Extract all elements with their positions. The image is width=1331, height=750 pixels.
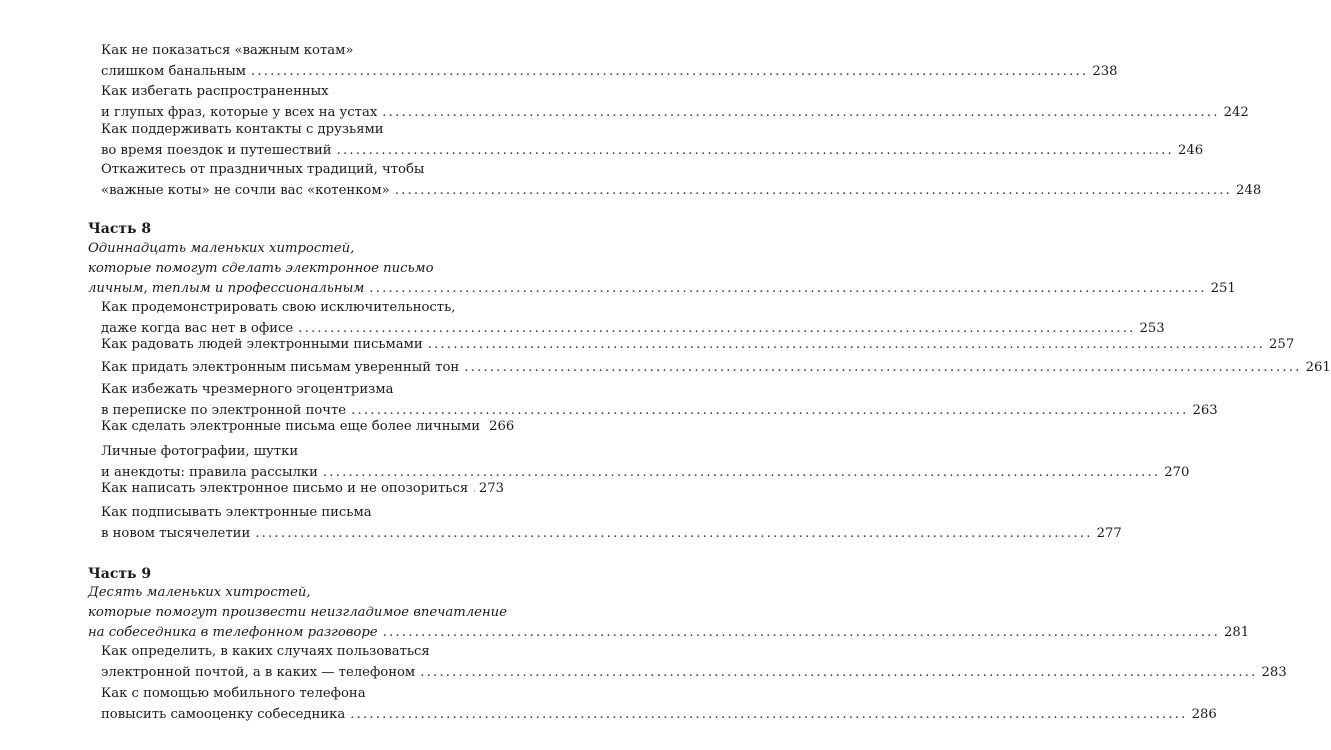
page-number: 248 xyxy=(1236,183,1262,198)
toc-entry xyxy=(101,683,1217,725)
leader-dots: ................................................................................................................................... xyxy=(369,281,1207,296)
part-subtitle-line: которые помогут сделать электронное письмо xyxy=(88,261,434,276)
leader-dots: ................................................................................................................................... xyxy=(382,625,1220,640)
page-number: 253 xyxy=(1139,321,1165,336)
leader-dots: ................................................................................................................................... xyxy=(427,337,1266,352)
leader-dots: ................................................................................................................................... xyxy=(382,105,1220,120)
part-subtitle-line: которые помогут произвести неизгладимое впечатление xyxy=(88,605,507,620)
leader-dots xyxy=(473,478,475,499)
toc-entry-text: и анекдоты: правила рассылки xyxy=(101,465,318,480)
leader-dots: ................................................................................................................................... xyxy=(351,403,1189,418)
page-number: 242 xyxy=(1223,105,1249,120)
part-subtitle xyxy=(88,583,1250,643)
toc-entry xyxy=(101,119,1204,161)
part-subtitle-line: Десять маленьких хитростей, xyxy=(88,585,311,600)
leader-dots: ................................................................................................................................... xyxy=(322,465,1161,480)
part-subtitle xyxy=(88,239,1236,299)
toc-entry-lastline xyxy=(101,478,504,499)
toc-entry xyxy=(101,334,1295,355)
toc-entry xyxy=(101,81,1249,123)
part-subtitle-text: на собеседника в телефонном разговоре xyxy=(88,625,378,640)
toc-entry-lastline xyxy=(101,180,1262,201)
leader-dots: ................................................................................................................................... xyxy=(336,143,1174,158)
toc-entry-lastline xyxy=(101,334,1295,355)
page-number: 261 xyxy=(1305,360,1331,375)
toc-entry-text: Как придать электронным письмам уверенный тон xyxy=(101,360,460,375)
toc-entry-text: даже когда вас нет в офисе xyxy=(101,321,294,336)
toc-entry xyxy=(101,357,1331,378)
part-subtitle-text: личным, теплым и профессиональным xyxy=(88,281,365,296)
part-heading: Часть 9 xyxy=(88,566,152,582)
page-number: 286 xyxy=(1191,707,1217,722)
leader-dots: ................................................................................................................................... xyxy=(350,707,1188,722)
page-number: 266 xyxy=(489,419,515,434)
toc-entry-text: в новом тысячелетии xyxy=(101,526,251,541)
page-number: 270 xyxy=(1164,465,1190,480)
toc-entry xyxy=(101,502,1122,544)
toc-entry-lastline xyxy=(101,61,1118,82)
leader-dots: ................................................................................................................................... xyxy=(420,665,1258,680)
toc-entry xyxy=(101,379,1218,421)
toc-entry-text: повысить самооценку собеседника xyxy=(101,707,346,722)
toc-entry-lastline xyxy=(101,704,1217,725)
toc-entry-text: Как написать электронное письмо и не опозориться xyxy=(101,481,469,496)
part-subtitle-lastline xyxy=(88,623,1250,643)
toc-entry-line: Как подписывать электронные письма xyxy=(101,505,372,520)
page-number: 283 xyxy=(1261,665,1287,680)
page-number: 238 xyxy=(1092,64,1118,79)
toc-entry-line: Как продемонстрировать свою исключительность, xyxy=(101,300,456,315)
page-number: 263 xyxy=(1192,403,1218,418)
toc-entry-line: Как поддерживать контакты с друзьями xyxy=(101,122,384,137)
toc-entry-line: Откажитесь от праздничных традиций, чтобы xyxy=(101,162,425,177)
part-subtitle-lastline xyxy=(88,279,1236,299)
toc-entry-text: электронной почтой, а в каких — телефоном xyxy=(101,665,416,680)
page-number: 277 xyxy=(1096,526,1122,541)
toc-entry-lastline xyxy=(101,357,1331,378)
toc-entry-text: и глупых фраз, которые у всех на устах xyxy=(101,105,378,120)
toc-entry-line: Как избежать чрезмерного эгоцентризма xyxy=(101,382,394,397)
part-subtitle-line: Одиннадцать маленьких хитростей, xyxy=(88,241,355,256)
page-number: 246 xyxy=(1177,143,1204,158)
toc-entry-lastline xyxy=(101,140,1204,161)
page-number: 257 xyxy=(1269,337,1295,352)
toc-entry-text: во время поездок и путешествий xyxy=(101,143,332,158)
toc-entry-line: Как определить, в каких случаях пользоваться xyxy=(101,644,430,659)
toc-entry-text: Как сделать электронные письма еще более личными xyxy=(101,419,481,434)
toc-entry xyxy=(101,416,515,437)
page-number: 273 xyxy=(478,481,504,496)
leader-dots: ................................................................................................................................... xyxy=(251,64,1089,79)
toc-entry-line: Как не показаться «важным котам» xyxy=(101,43,354,58)
page-number: 251 xyxy=(1210,281,1236,296)
leader-dots: ................................................................................................................................... xyxy=(464,360,1302,375)
page-number: 281 xyxy=(1223,625,1250,640)
leader-dots: ................................................................................................................................... xyxy=(255,526,1093,541)
toc-entry-lastline xyxy=(101,523,1122,544)
toc-entry xyxy=(101,641,1287,683)
toc-entry-text: «важные коты» не сочли вас «котенком» xyxy=(101,183,390,198)
leader-dots: ................................................................................................................................... xyxy=(298,321,1136,336)
toc-entry-line: Личные фотографии, шутки xyxy=(101,444,299,459)
toc-entry-lastline xyxy=(101,662,1287,683)
toc-entry-lastline xyxy=(101,416,515,437)
leader-dots: ................................................................................................................................... xyxy=(394,183,1233,198)
toc-entry xyxy=(101,441,1190,483)
toc-entry xyxy=(101,297,1165,339)
toc-entry-text: в переписке по электронной почте xyxy=(101,403,347,418)
toc-entry xyxy=(101,40,1118,82)
toc-entry xyxy=(101,159,1262,201)
toc-entry-text: Как радовать людей электронными письмами xyxy=(101,337,423,352)
toc-entry-line: Как с помощью мобильного телефона xyxy=(101,686,366,701)
toc-entry-text: слишком банальным xyxy=(101,64,246,79)
toc-entry xyxy=(101,478,504,499)
toc-entry-line: Как избегать распространенных xyxy=(101,84,329,99)
part-heading: Часть 8 xyxy=(88,221,152,237)
